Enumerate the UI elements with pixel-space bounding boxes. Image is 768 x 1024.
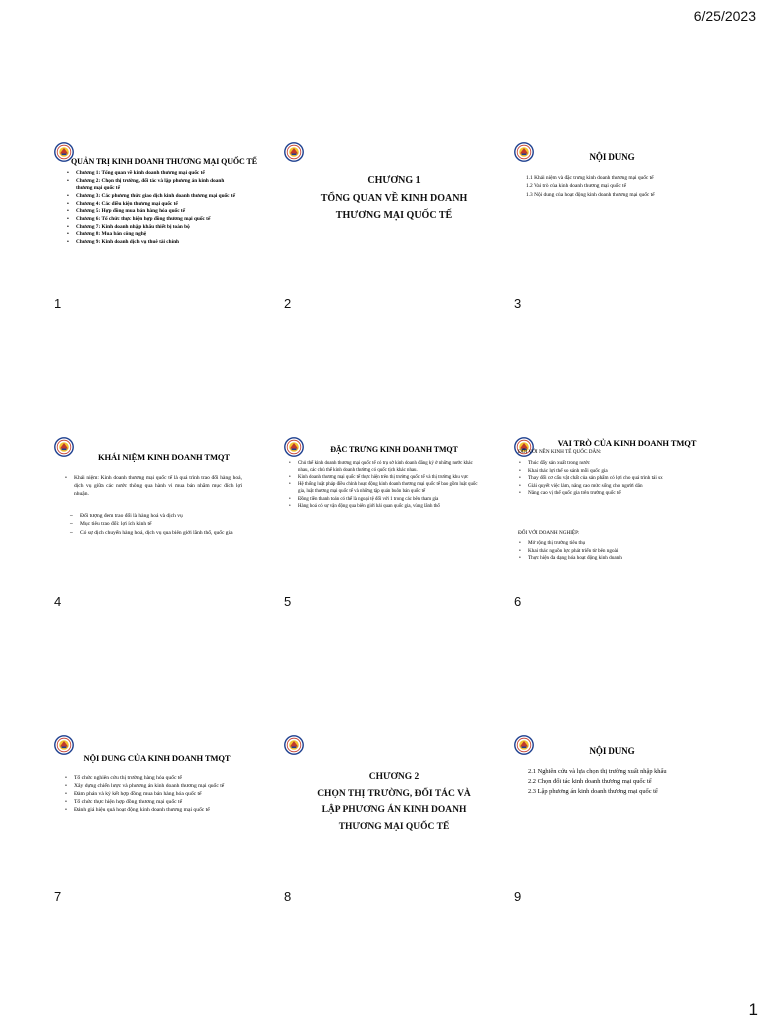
slide-7[interactable] — [52, 733, 276, 893]
sub-item: – Mục tiêu trao đổi: lợi ích kinh tế — [64, 520, 242, 528]
sub-list — [64, 512, 242, 537]
list-item: • Chương 5: Hợp đồng mua bán hàng hóa quốc tế — [66, 208, 242, 216]
slide-2[interactable] — [282, 140, 506, 300]
list-item: • Thúc đẩy sản xuất trong nước — [518, 460, 718, 468]
list-item: • Tổ chức thực hiện hợp đồng thương mại quốc tế — [64, 798, 244, 806]
university-logo-icon — [284, 142, 304, 162]
list-item: • Khái niệm: Kinh doanh thương mại quốc tế là quá trình trao đổi hàng hoá, dịch vụ giữa các nước thông qua hành vi mua bán nhằm mục đích lợi nhuận. — [64, 475, 242, 499]
chapter-title-line: CHỌN THỊ TRƯỜNG, ĐỐI TÁC VÀ — [317, 788, 471, 799]
list-item: • Kinh doanh thương mại quốc tế thực hiện trên thị trường quốc tế và thị trường khu vực — [288, 474, 484, 481]
university-logo-icon — [54, 735, 74, 755]
slide-1[interactable] — [52, 140, 276, 300]
list-item: • Giải quyết việc làm, nâng cao mức sống cho người dân — [518, 483, 718, 491]
list-item: 2.2 Chọn đối tác kinh doanh thương mại quốc tế — [528, 777, 652, 785]
content-list — [288, 460, 484, 510]
list-item: • Chương 2: Chọn thị trường, đối tác và lập phương án kinh doanh thương mại quốc tế — [66, 178, 242, 193]
slide-number: 5 — [284, 594, 292, 609]
list-item: 1.2 Vai trò của kinh doanh thương mại quốc tế — [526, 183, 626, 190]
list-item: • Khai thác nguồn lực phát triển từ bên ngoài — [518, 548, 718, 556]
print-date: 6/25/2023 — [693, 8, 756, 24]
slide-title: QUẢN TRỊ KINH DOANH THƯƠNG MẠI QUỐC TẾ — [71, 157, 257, 166]
list-item: • Chương 4: Các điều kiện thương mại quốc tế — [66, 201, 242, 209]
list-item: • Chủ thể kinh doanh thương mại quốc tế có trụ sở kinh doanh đăng ký ở những nước khác nhau, các chủ thể kinh doanh thường có quốc tịch khác nhau. — [288, 460, 484, 474]
list-item: • Thay đổi cơ cấu vật chất của sản phẩm có lợi cho quá trình tái sx — [518, 475, 718, 483]
slide-9[interactable] — [512, 733, 736, 893]
list-item: • Chương 9: Kinh doanh dịch vụ thuê tài chính — [66, 239, 242, 247]
list-item: 1.3 Nội dung của hoạt động kinh doanh thương mại quốc tế — [526, 191, 655, 198]
chapter-title-line: CHƯƠNG 2 — [368, 772, 420, 782]
list-item: • Tổ chức nghiên cứu thị trường hàng hóa quốc tế — [64, 774, 244, 782]
slide-title: NỘI DUNG — [589, 746, 635, 756]
list-item: • Chương 1: Tổng quan về kinh doanh thương mại quốc tế — [66, 170, 242, 178]
slide-4[interactable] — [52, 435, 276, 595]
chapter-title-line: THƯƠNG MẠI QUỐC TẾ — [338, 821, 450, 832]
slide-title: KHÁI NIỆM KINH DOANH TMQT — [98, 452, 230, 462]
content-list — [528, 767, 733, 797]
slide-number: 6 — [514, 594, 522, 609]
list-item: • Đồng tiền thanh toán có thể là ngoại tệ đối với 1 trong các bên tham gia — [288, 496, 484, 503]
list-item: • Hàng hoá có sự vận động qua biên giới hải quan quốc gia, vùng lãnh thổ — [288, 503, 484, 510]
chapter-title-line: TỔNG QUAN VỀ KINH DOANH — [320, 192, 468, 204]
list-item: 1.1 Khái niệm và đặc trưng kinh doanh thương mại quốc tế — [526, 175, 654, 181]
slide-title: NỘI DUNG — [589, 152, 635, 162]
slide-number: 9 — [514, 889, 522, 904]
slide-number: 7 — [54, 889, 62, 904]
economy-list — [518, 460, 718, 498]
list-item: • Hệ thống luật pháp điều chỉnh hoạt động kinh doanh thương mại quốc tế bao gồm luật quốc gia, luật thương mại quốc tế và những tập quán buôn bán quốc tế — [288, 481, 484, 495]
page-number: 1 — [748, 1000, 758, 1019]
university-logo-icon — [284, 735, 304, 755]
list-item: • Chương 8: Mua bán công nghệ — [66, 231, 242, 239]
slide-number: 3 — [514, 296, 522, 311]
sub-item: – Đối tượng đem trao đổi là hàng hoá và dịch vụ — [64, 512, 242, 520]
list-item: • Chương 3: Các phương thức giao dịch kinh doanh thương mại quốc tế — [66, 193, 242, 201]
list-item: • Đàm phán và ký kết hợp đồng mua bán hàng hóa quốc tế — [64, 790, 244, 798]
list-item: • Khai thác lợi thế so sánh mỗi quốc gia — [518, 468, 718, 476]
content-list — [64, 774, 244, 815]
slide-number: 2 — [284, 296, 292, 311]
enterprise-list — [518, 540, 718, 563]
content-list — [64, 475, 242, 499]
chapter-title-line: CHƯƠNG 1 — [367, 175, 421, 186]
chapter-title-line: LẬP PHƯƠNG ÁN KINH DOANH — [321, 805, 467, 816]
list-item: • Nâng cao vị thế quốc gia trên trường quốc tế — [518, 490, 718, 498]
list-item: • Xây dựng chiến lược và phương án kinh doanh thương mại quốc tế — [64, 782, 244, 790]
slide-3[interactable] — [512, 140, 736, 300]
list-item: • Mở rộng thị trường tiêu thụ — [518, 540, 718, 548]
slide-number: 4 — [54, 594, 62, 609]
chapter-title — [282, 172, 506, 225]
list-item: • Thực hiện đa dạng hóa hoạt động kinh doanh — [518, 555, 718, 563]
list-item: 2.3 Lập phương án kinh doanh thương mại quốc tế — [528, 787, 658, 795]
sub-item: – Có sự dịch chuyển hàng hoá, dịch vụ qua biên giới lãnh thổ, quốc gia — [64, 529, 242, 537]
section-label: ĐỐI VỚI NỀN KINH TẾ QUỐC DÂN: — [518, 449, 602, 455]
slide-title: NỘI DUNG CỦA KINH DOANH TMQT — [83, 753, 231, 763]
chapter-title — [282, 769, 506, 836]
chapter-list — [66, 170, 242, 247]
list-item: • Chương 7: Kinh doanh nhập khẩu thiết bị toàn bộ — [66, 224, 242, 232]
list-item: 2.1 Nghiên cứu và lựa chọn thị trường xuất nhập khẩu — [528, 768, 667, 775]
slide-title: ĐẶC TRƯNG KINH DOANH TMQT — [330, 445, 458, 454]
list-item: • Đánh giá hiệu quả hoạt động kinh doanh thương mại quốc tế — [64, 806, 244, 814]
slide-number: 8 — [284, 889, 292, 904]
slide-title: VAI TRÒ CỦA KINH DOANH TMQT — [557, 438, 697, 448]
content-list — [526, 174, 726, 199]
chapter-title-line: THƯƠNG MẠI QUỐC TẾ — [335, 210, 453, 221]
section-label: ĐỐI VỚI DOANH NGHIỆP: — [518, 530, 580, 536]
slide-8[interactable] — [282, 733, 506, 893]
slide-6[interactable] — [512, 435, 736, 595]
slide-5[interactable] — [282, 435, 506, 595]
list-item: • Chương 6: Tổ chức thực hiện hợp đồng thương mại quốc tế — [66, 216, 242, 224]
slide-number: 1 — [54, 296, 62, 311]
